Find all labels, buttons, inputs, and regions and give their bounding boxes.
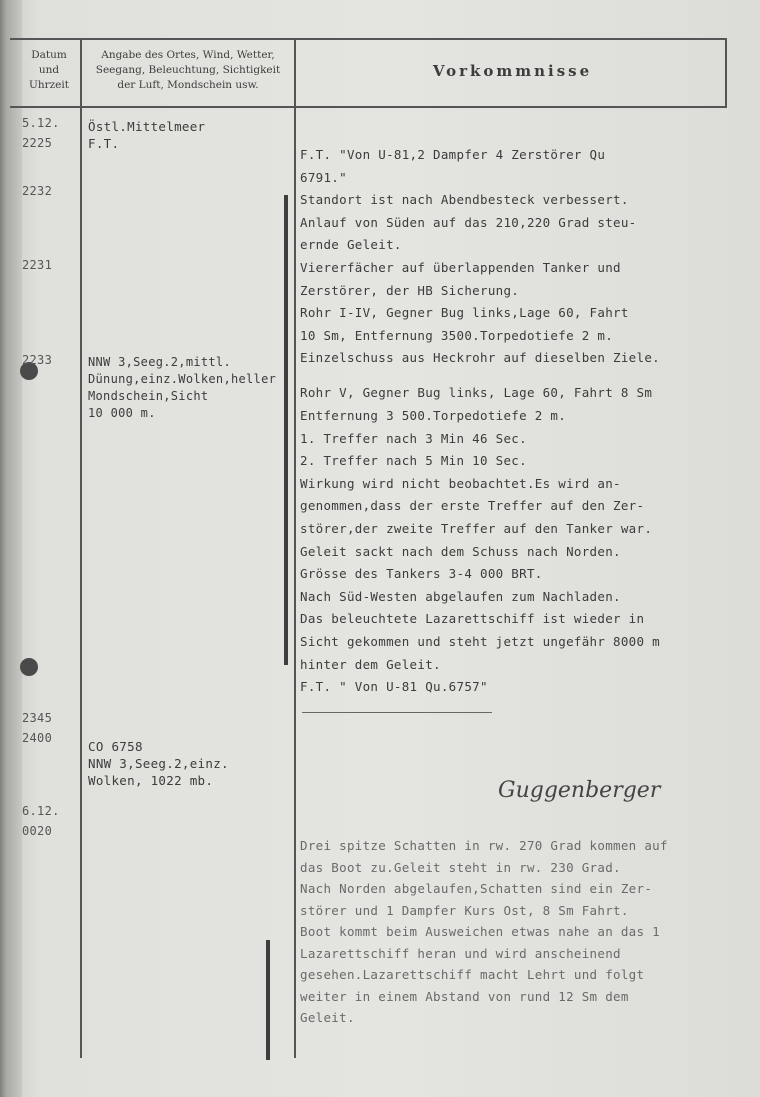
header-place-line: der Luft, Mondschein usw. bbox=[117, 79, 259, 91]
event-line: F.T. " Von U-81 Qu.6757" bbox=[300, 679, 488, 695]
header-place-line: Angabe des Ortes, Wind, Wetter, bbox=[101, 49, 275, 61]
punch-hole bbox=[20, 658, 38, 676]
place-line: Mondschein,Sicht bbox=[88, 389, 209, 403]
event-line: Rohr I-IV, Gegner Bug links,Lage 60, Fahrt bbox=[300, 305, 629, 321]
event-line: gesehen.Lazarettschiff macht Lehrt und folgt bbox=[300, 967, 645, 982]
event-line: Das beleuchtete Lazarettschiff ist wieder in bbox=[300, 611, 645, 627]
header-date-line: Datum bbox=[31, 49, 67, 61]
event-line: das Boot zu.Geleit steht in rw. 230 Grad. bbox=[300, 859, 621, 875]
pencil-margin-bar bbox=[266, 940, 270, 1060]
header-bottom-rule bbox=[10, 106, 726, 108]
event-line: Standort ist nach Abendbesteck verbessert. bbox=[300, 192, 629, 208]
event-line: Nach Norden abgelaufen,Schatten sind ein Zer- bbox=[300, 881, 653, 896]
time-entry: 2400 bbox=[22, 731, 53, 745]
place-column-rule bbox=[294, 38, 296, 1058]
table-top-rule bbox=[10, 38, 726, 40]
right-column-rule bbox=[725, 38, 727, 108]
time-entry: 2233 bbox=[22, 353, 53, 367]
event-line: 6791." bbox=[300, 169, 347, 185]
time-entry: 2232 bbox=[22, 184, 53, 198]
event-line: Nach Süd-Westen abgelaufen zum Nachladen. bbox=[300, 588, 621, 604]
date-column-rule bbox=[80, 38, 82, 1058]
event-line: genommen,dass der erste Treffer auf den Zer- bbox=[300, 498, 645, 514]
event-line: Einzelschuss aus Heckrohr auf dieselben Ziele. bbox=[300, 350, 660, 366]
place-line: Wolken, 1022 mb. bbox=[88, 773, 214, 788]
event-line: Viererfächer auf überlappenden Tanker und bbox=[300, 259, 621, 275]
event-line: ernde Geleit. bbox=[300, 237, 402, 253]
event-line: Grösse des Tankers 3-4 000 BRT. bbox=[300, 566, 543, 582]
place-block-3 bbox=[88, 738, 229, 789]
place-line: CO 6758 bbox=[88, 739, 143, 754]
header-date-cell bbox=[18, 48, 80, 93]
event-line: Anlauf von Süden auf das 210,220 Grad steu- bbox=[300, 214, 637, 230]
event-line: Sicht gekommen und steht jetzt ungefähr 8000 m bbox=[300, 633, 660, 649]
event-line: hinter dem Geleit. bbox=[300, 656, 441, 672]
event-line: Rohr V, Gegner Bug links, Lage 60, Fahrt 8 Sm bbox=[300, 385, 653, 401]
place-line: Dünung,einz.Wolken,heller bbox=[88, 372, 277, 386]
place-line: NNW 3,Seeg.2,einz. bbox=[88, 756, 229, 771]
time-entry: 2345 bbox=[22, 711, 53, 725]
event-line: Wirkung wird nicht beobachtet.Es wird an- bbox=[300, 475, 621, 491]
event-line: 1. Treffer nach 3 Min 46 Sec. bbox=[300, 430, 527, 446]
time-entry: 5.12. bbox=[22, 116, 60, 130]
event-line bbox=[300, 370, 660, 383]
header-place-cell bbox=[82, 48, 294, 93]
place-block-1 bbox=[88, 118, 205, 152]
event-line: Geleit sackt nach dem Schuss nach Norden. bbox=[300, 543, 621, 559]
events-block-1 bbox=[300, 144, 660, 699]
events-block-2 bbox=[300, 835, 668, 1029]
event-line: Geleit. bbox=[300, 1010, 355, 1025]
time-entry: 0020 bbox=[22, 824, 53, 838]
commander-signature: Guggenberger bbox=[498, 778, 661, 803]
event-line: F.T. "Von U-81,2 Dampfer 4 Zerstörer Qu bbox=[300, 147, 606, 162]
event-line: Lazarettschiff heran und wird anscheinend bbox=[300, 945, 621, 961]
place-line: NNW 3,Seeg.2,mittl. bbox=[88, 355, 231, 369]
event-line: 2. Treffer nach 5 Min 10 Sec. bbox=[300, 453, 527, 469]
time-entry: 2231 bbox=[22, 258, 53, 272]
event-line: 10 Sm, Entfernung 3500.Torpedotiefe 2 m. bbox=[300, 327, 614, 343]
time-entry: 6.12. bbox=[22, 804, 60, 818]
header-events-title: Vorkommnisse bbox=[432, 62, 593, 80]
header-date-line: und bbox=[38, 64, 60, 76]
pencil-margin-bar bbox=[284, 195, 288, 665]
place-block-2 bbox=[88, 354, 276, 422]
place-line: Östl.Mittelmeer bbox=[88, 119, 206, 134]
event-line: Zerstörer, der HB Sicherung. bbox=[300, 282, 520, 298]
event-line: Boot kommt beim Ausweichen etwas nahe an das 1 bbox=[300, 924, 660, 939]
event-line: störer,der zweite Treffer auf den Tanker war. bbox=[300, 521, 653, 536]
pencil-underline bbox=[302, 712, 492, 713]
event-line: Drei spitze Schatten in rw. 270 Grad kommen auf bbox=[300, 838, 668, 853]
page-edge-shadow bbox=[0, 0, 22, 1097]
event-line: weiter in einem Abstand von rund 12 Sm dem bbox=[300, 988, 629, 1004]
place-line: 10 000 m. bbox=[88, 406, 156, 420]
header-date-line: Uhrzeit bbox=[29, 79, 69, 91]
time-entry: 2225 bbox=[22, 136, 53, 150]
event-line: Entfernung 3 500.Torpedotiefe 2 m. bbox=[300, 408, 567, 424]
event-line: störer und 1 Dampfer Kurs Ost, 8 Sm Fahrt. bbox=[300, 902, 629, 918]
place-line: F.T. bbox=[88, 136, 120, 151]
header-place-line: Seegang, Beleuchtung, Sichtigkeit bbox=[95, 64, 281, 76]
